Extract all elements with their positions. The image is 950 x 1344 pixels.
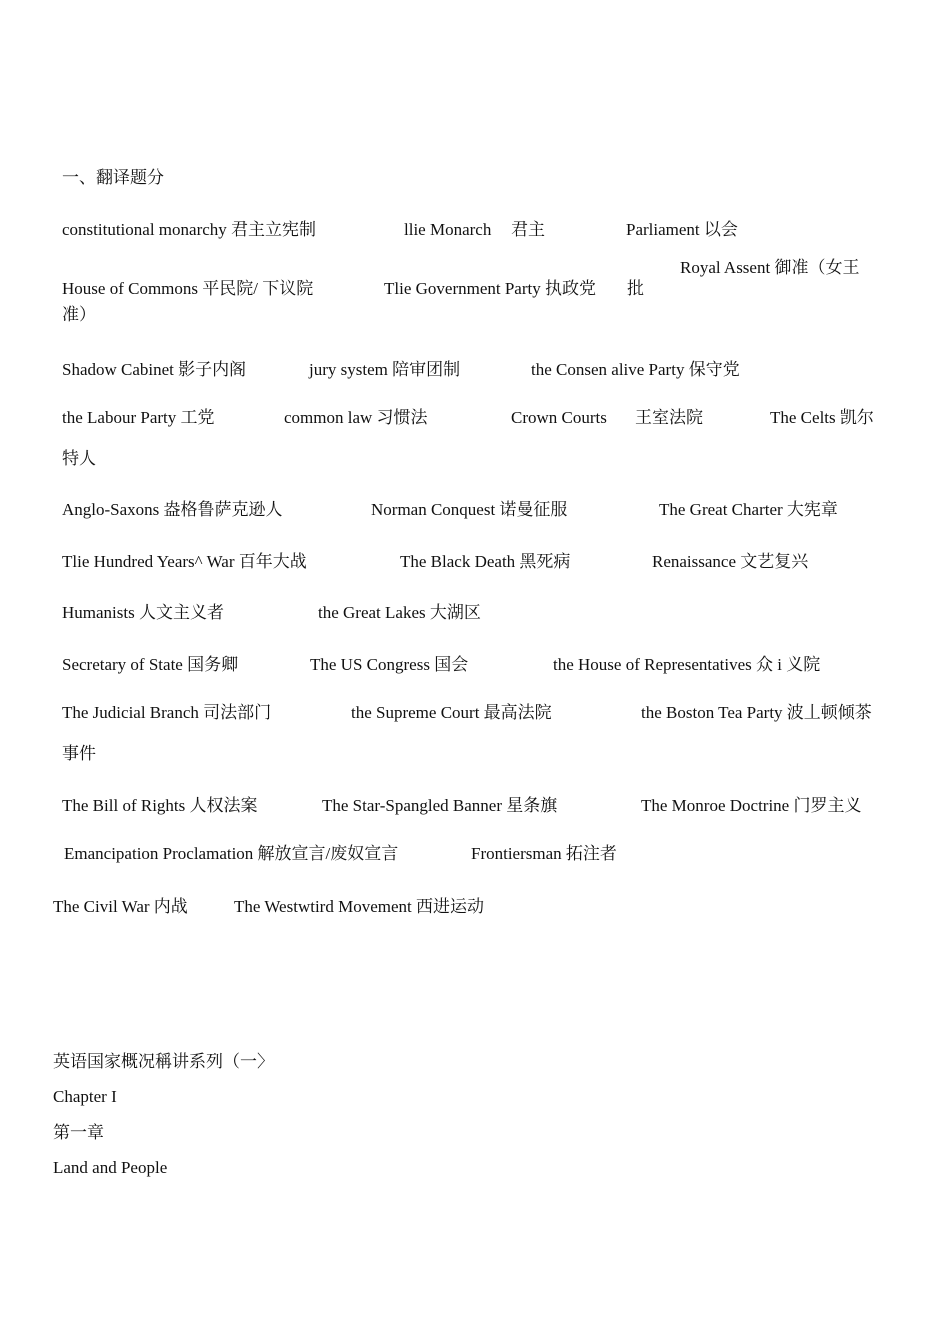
term-crown-courts: Crown Courts [511, 408, 607, 427]
term-royal-assent: Royal Assent 御准（女王 [680, 258, 860, 277]
term-anglo-saxons: Anglo-Saxons 盎格鲁萨克逊人 [62, 500, 283, 519]
term-shadow-cabinet: Shadow Cabinet 影子内阁 [62, 360, 247, 379]
term-boston-tea-party: the Boston Tea Party 波丄顿倾茶 [641, 703, 872, 722]
term-hundred-years-war: Tlie Hundred Years^ War 百年大战 [62, 552, 307, 571]
term-government-party: Tlie Government Party 执政党 [384, 279, 596, 298]
series-title: 英语国家概况稱讲系列（一〉 [53, 1052, 274, 1071]
term-norman-conquest: Norman Conquest 诺曼征服 [371, 500, 568, 519]
term-jury-system: jury system 陪审团制 [309, 360, 461, 379]
term-conservative-party: the Consen alive Party 保守党 [531, 360, 740, 379]
term-celts-cont: 特人 [62, 449, 96, 468]
term-emancipation-proclamation: Emancipation Proclamation 解放宣言/废奴宣言 [64, 844, 399, 863]
term-judicial-branch: The Judicial Branch 司法部门 [62, 703, 272, 722]
section-heading: 一、翻译题分 [62, 168, 164, 187]
term-house-of-representatives: the House of Representatives 众 i 义院 [553, 655, 821, 674]
term-house-of-commons: House of Commons 平民院/ 下议院 [62, 279, 314, 298]
term-crown-courts-cn: 王室法院 [635, 408, 703, 427]
term-renaissance: Renaissance 文艺复兴 [652, 552, 809, 571]
term-the-monarch: llie Monarch [404, 220, 492, 239]
term-frontiersman: Frontiersman 拓注者 [471, 844, 617, 863]
term-royal-assent-pi: 批 [627, 279, 644, 298]
term-constitutional-monarchy: constitutional monarchy 君主立宪制 [62, 220, 317, 239]
term-parliament: Parliament 以会 [626, 220, 738, 239]
chapter-number-cn: 第一章 [53, 1123, 104, 1142]
term-westward-movement: The Westwtird Movement 西进运动 [234, 897, 484, 916]
term-common-law: common law 习惯法 [284, 408, 428, 427]
term-humanists: Humanists 人文主义者 [62, 603, 224, 622]
term-labour-party: the Labour Party 工党 [62, 408, 215, 427]
term-celts: The Celts 凯尔 [770, 408, 874, 427]
term-great-lakes: the Great Lakes 大湖区 [318, 603, 481, 622]
term-the-monarch-cn: 君主 [511, 220, 545, 239]
term-monroe-doctrine: The Monroe Doctrine 门罗主义 [641, 796, 862, 815]
term-civil-war: The Civil War 内战 [53, 897, 188, 916]
term-secretary-of-state: Secretary of State 国务卿 [62, 655, 239, 674]
term-black-death: The Black Death 黑死病 [400, 552, 571, 571]
chapter-number: Chapter I [53, 1087, 117, 1106]
term-great-charter: The Great Charter 大宪章 [659, 500, 838, 519]
term-supreme-court: the Supreme Court 最高法院 [351, 703, 552, 722]
term-royal-assent-end: 准） [62, 305, 96, 324]
chapter-title: Land and People [53, 1158, 168, 1177]
term-bill-of-rights: The Bill of Rights 人权法案 [62, 796, 258, 815]
term-us-congress: The US Congress 国会 [310, 655, 469, 674]
term-boston-tea-party-cont: 事件 [62, 744, 96, 763]
term-star-spangled-banner: The Star-Spangled Banner 星条旗 [322, 796, 558, 815]
